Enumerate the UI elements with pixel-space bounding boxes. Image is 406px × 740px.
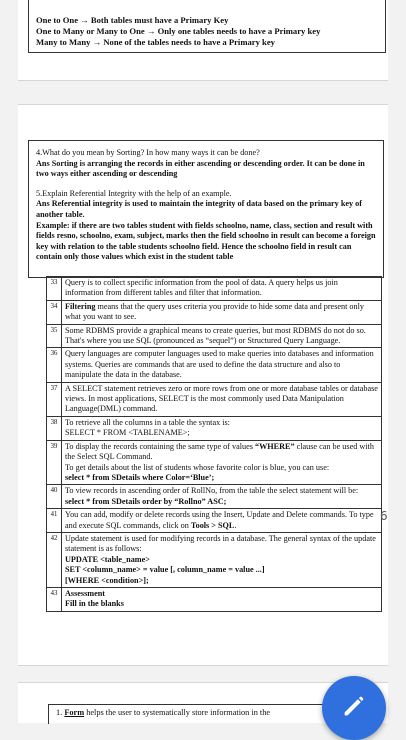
text: To display the records containing the same type of values: [65, 441, 255, 451]
row-text: [62, 509, 382, 533]
relationship-lines: [36, 15, 320, 48]
bold-text: select * from SDetails where Color=‘Blue’;: [65, 472, 215, 482]
row-text: [62, 416, 382, 440]
text: means that the query uses criteria you provide to hide some data and present only what you want to see.: [65, 301, 364, 322]
notes-table: [46, 276, 382, 612]
row-text: [62, 324, 382, 348]
bottom-divider: [48, 704, 338, 705]
table-row: [47, 277, 382, 301]
text: To retrieve all the columns in a table the syntax is:: [65, 417, 230, 427]
bold-text: “WHERE”: [254, 441, 295, 451]
bold-text: [WHERE <condition>];: [65, 575, 149, 585]
bold-text: SET <column_name> = value [, column_name = value ...]: [65, 565, 265, 575]
row-number: 43: [47, 587, 62, 611]
table-row: [47, 324, 382, 348]
text: Some RDBMS provide a graphical means to create queries, but most RDBMS do not do so. That's where you use SQL (pronounced as “sequel”) or Structured Query Language.: [65, 325, 366, 346]
row-number: 36: [47, 348, 62, 382]
question-5: 5.Explain Referential Integrity with the help of an example.: [36, 188, 232, 198]
relationship-line: One to Many or Many to One → Only one tables needs to have a Primary key: [36, 26, 321, 36]
relationship-line: One to One → Both tables must have a Primary Key: [36, 15, 229, 25]
edit-button[interactable]: [322, 676, 386, 740]
row-number: 33: [47, 277, 62, 301]
row-number: 38: [47, 416, 62, 440]
row-number: 35: [47, 324, 62, 348]
text: SELECT * FROM <TABLENAME>;: [65, 428, 190, 438]
row-text: [62, 440, 382, 485]
bold-text: select * from SDetails order by “Rollno” ASC;: [65, 496, 227, 506]
fill-blank-form: Form: [64, 708, 85, 717]
row-text: [62, 587, 382, 611]
row-number: 34: [47, 300, 62, 324]
row-text: [62, 300, 382, 324]
table-row: [47, 300, 382, 324]
text: Query is to collect specific information from the pool of data. A query helps us join information from different tables and filter that information.: [65, 278, 338, 298]
row-number: 41: [47, 509, 62, 533]
text: You can add, modify or delete records using the Insert, Update and Delete commands. To type and execute SQL commands, click on: [65, 510, 374, 530]
text: To view records in ascending order of RollNo, from the table the select statement will be:: [65, 486, 359, 496]
row-number: 39: [47, 440, 62, 485]
row-number: 42: [47, 532, 62, 587]
table-row: [47, 509, 382, 533]
fill-blank-line: [56, 708, 270, 717]
bold-text: Tools > SQL: [190, 520, 235, 530]
text: Query languages are computer languages used to make queries into databases and information systems. Queries are commands that are used to define the data structure and also to manipulate the data in the database.: [65, 349, 374, 380]
text: Update statement is used for modifying records in a database. The general syntax of the update statement is as follows:: [65, 533, 376, 554]
row-text: [62, 532, 382, 587]
table-row: [47, 587, 382, 611]
side-page-number: 6: [380, 509, 388, 523]
fill-blank-text: helps the user to systematically store information in the: [84, 708, 271, 717]
bottom-divider-left: [48, 704, 49, 724]
question-4: 4.What do you mean by Sorting? In how many ways it can be done?: [36, 148, 260, 157]
row-number: 40: [47, 485, 62, 509]
row-text: [62, 382, 382, 416]
text: A SELECT statement retrieves zero or more rows from one or more database tables or database views. In most applications, SELECT is the most commonly used Data Manipulation Language(DML) command.: [65, 383, 378, 414]
text: To get details about the list of students whose favorite color is blue, you can use:: [65, 462, 330, 472]
bold-text: UPDATE <table_name>: [65, 554, 150, 564]
answer-4: Ans Sorting is arranging the records in either ascending or descending order. It can be done in two ways either ascending or descending: [36, 158, 365, 179]
table-row: [47, 532, 382, 587]
row-text: [62, 485, 382, 509]
answer-5: Ans Referential integrity is used to maintain the integrity of data based on the primary key of another table.: [36, 199, 362, 219]
fill-blank-number: 1.: [56, 708, 63, 717]
questions-box: [28, 140, 384, 278]
text: .: [234, 520, 237, 530]
bold-text: Fill in the blanks: [65, 599, 124, 609]
relationship-line: Many to Many → None of the tables needs to have a Primary key: [36, 37, 275, 47]
row-number: 37: [47, 382, 62, 416]
answer-5-example: Example: if there are two tables student with fields schoolno, name, class, section and result with fields resno, schoolno, exam, subject, marks then the field schoolno in result can become a foreign key with relation to the table students schoolno field. Hence the schoolno field in result can contain only those values which exist in the student table: [36, 220, 376, 262]
table-row: [47, 348, 382, 382]
table-row: [47, 440, 382, 485]
bold-text: Filtering: [65, 301, 96, 311]
table-row: [47, 382, 382, 416]
table-row: [47, 416, 382, 440]
row-text: [62, 277, 382, 301]
pencil-icon: [340, 692, 368, 720]
text: clause can be used with the Select SQL Command.: [65, 441, 374, 462]
row-text: [62, 348, 382, 382]
bold-text: Assessment: [65, 588, 106, 598]
table-row: [47, 485, 382, 509]
